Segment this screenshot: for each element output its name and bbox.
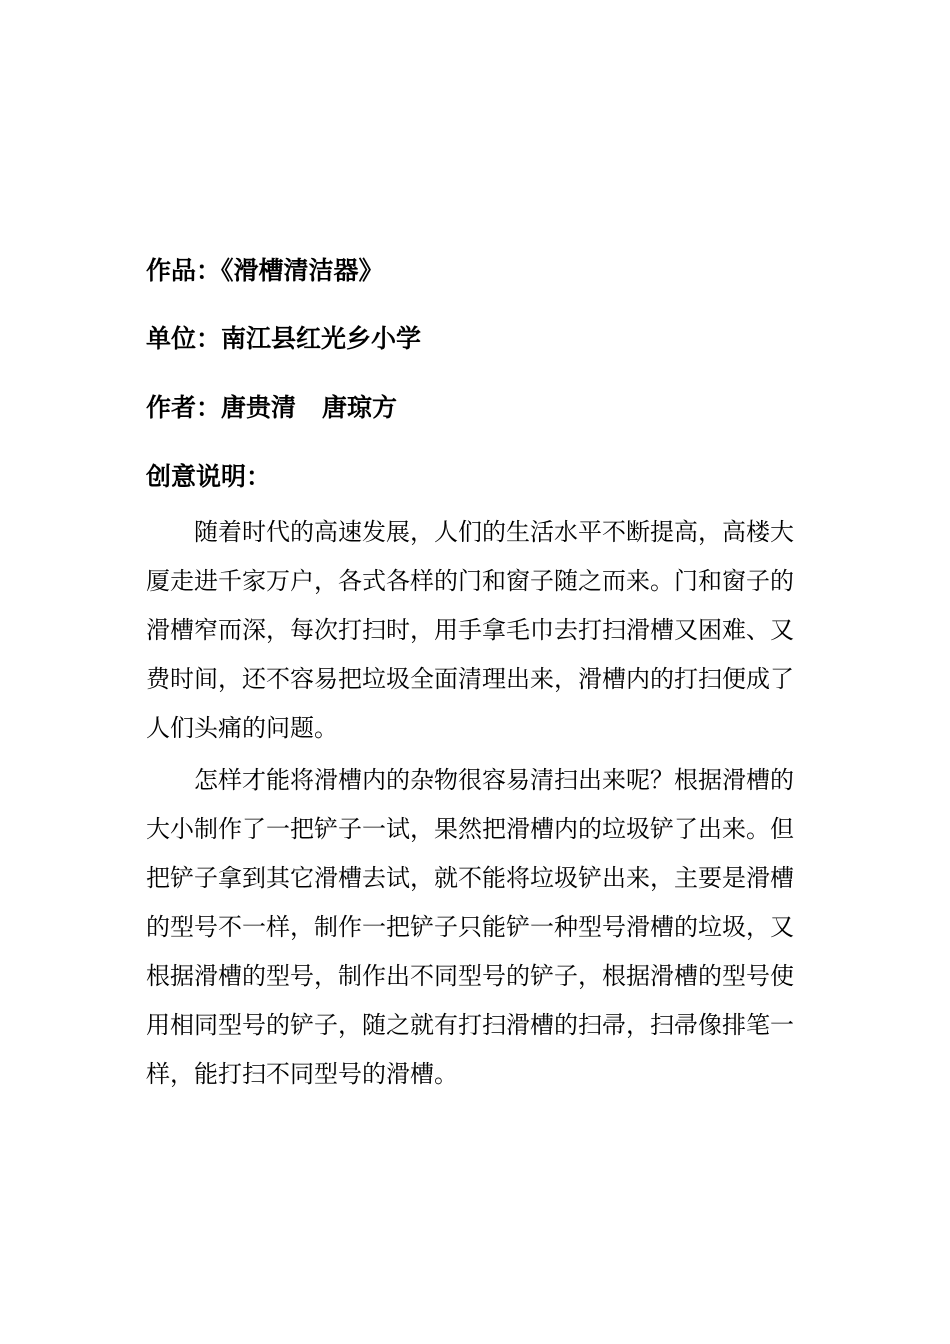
work-title: 《滑槽清洁器》	[221, 256, 384, 285]
paragraph-line: 滑槽窄而深，每次打扫时，用手拿毛巾去打扫滑槽又困难、又	[146, 616, 794, 644]
author-label: 作者：	[146, 393, 222, 422]
paragraph-2	[146, 756, 806, 1099]
work-title-line	[146, 255, 384, 287]
paragraph-line: 大小制作了一把铲子一试，果然把滑槽内的垃圾铲了出来。但	[146, 815, 794, 843]
paragraph-line: 随着时代的高速发展，人们的生活水平不断提高，高楼大	[194, 518, 794, 546]
work-label: 作品：	[146, 256, 222, 285]
description-heading	[146, 461, 271, 493]
paragraph-line: 怎样才能将滑槽内的杂物很容易清扫出来呢？根据滑槽的	[194, 766, 794, 794]
paragraph-line: 用相同型号的铲子，随之就有打扫滑槽的扫帚，扫帚像排笔一	[146, 1011, 794, 1039]
paragraph-line: 费时间，还不容易把垃圾全面清理出来，滑槽内的打扫便成了	[146, 665, 794, 693]
unit-label: 单位：	[146, 324, 222, 353]
paragraph-line: 样，能打扫不同型号的滑槽。	[146, 1060, 458, 1088]
paragraph-line: 把铲子拿到其它滑槽去试，就不能将垃圾铲出来，主要是滑槽	[146, 864, 794, 892]
paragraph-1	[146, 508, 806, 753]
paragraph-line: 人们头痛的问题。	[146, 714, 338, 742]
author-name-2: 唐琼方	[322, 393, 398, 422]
author-line	[146, 392, 397, 424]
paragraph-line: 根据滑槽的型号，制作出不同型号的铲子，根据滑槽的型号使	[146, 962, 794, 990]
description-label: 创意说明：	[146, 462, 272, 491]
unit-value: 南江县红光乡小学	[221, 324, 422, 353]
unit-line	[146, 323, 421, 355]
author-name-1: 唐贵清	[221, 393, 297, 422]
paragraph-line: 厦走进千家万户，各式各样的门和窗子随之而来。门和窗子的	[146, 567, 794, 595]
paragraph-line: 的型号不一样，制作一把铲子只能铲一种型号滑槽的垃圾，又	[146, 913, 794, 941]
